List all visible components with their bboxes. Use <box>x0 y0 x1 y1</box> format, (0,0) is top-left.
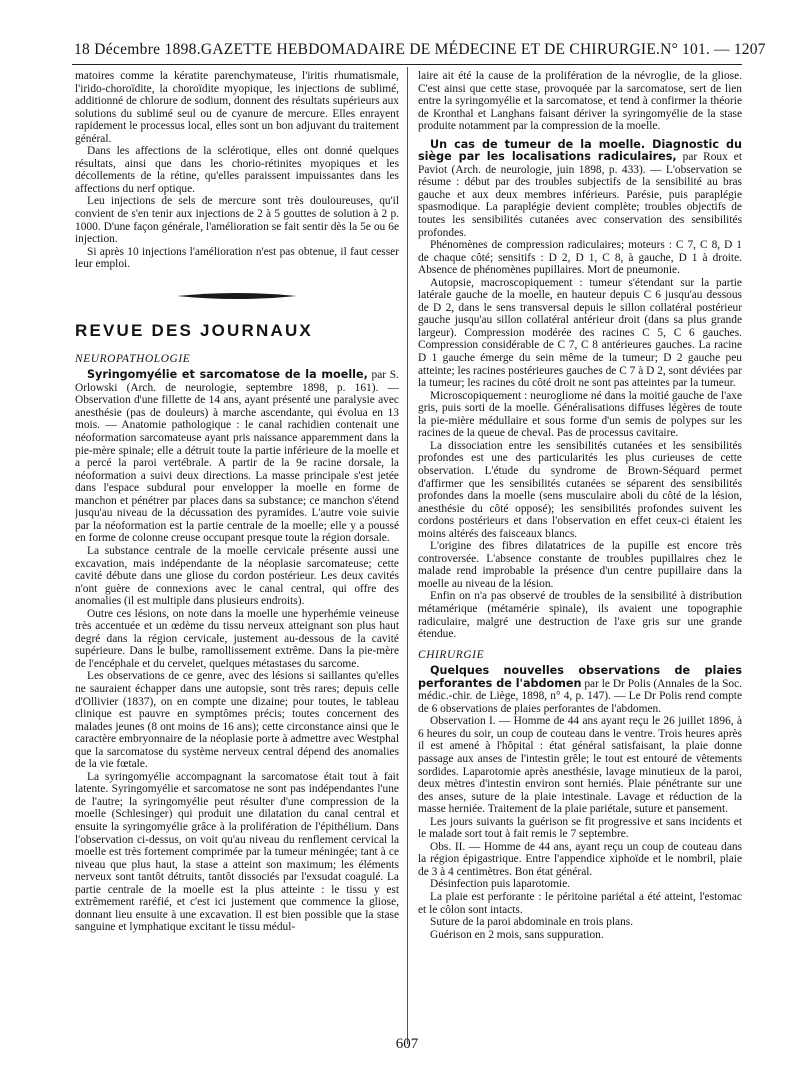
article-head <box>418 665 742 715</box>
article-head <box>75 369 399 545</box>
paragraph: Autopsie, macroscopiquement : tumeur s'étendant sur la partie latérale gauche de la moelle, en hauteur depuis C 6 jusqu'au dessous de D 2, dans le sens transversal depuis le sillon collatéral postérieur gauche jusqu'au sillon collatéral antérieur droit (dans sa plus grande largeur). Compression modérée des racines C 5, C 6 gauches. Compression considérable de C 7, C 8 antérieures gauches. La racine D 1 gauche émerge du sein même de la tumeur; D 2 gauche peu atteinte; les racines postérieures gauches de C 7 à D 2, sont déviées par la tumeur; les racines du côté droit ne sont pas atteintes par la tumeur. <box>418 276 742 390</box>
paragraph: Si après 10 injections l'amélioration n'est pas obtenue, il faut cesser leur emploi. <box>75 245 399 271</box>
paragraph: La plaie est perforante : le péritoine pariétal a été atteint, l'estomac et le côlon sont intacts. <box>418 891 742 916</box>
article-title: Syringomyélie et sarcomatose de la moelle, <box>87 368 368 382</box>
paragraph: Microscopiquement : neurogliome né dans la moitié gauche de l'axe gris, puis sorti de la moelle. Généralisations diffuses légères de toute la pie-mière médullaire et sous forme d'un semis de polypes sur les racines de la queue de cheval. Pas de processus cavitaire. <box>418 389 742 440</box>
paragraph: L'origine des fibres dilatatrices de la pupille est encore très controversée. L'absence constante de troubles pupillaires chez le malade rend improbable la présence d'un centre pupillaire dans la moelle au niveau de la lésion. <box>418 540 742 590</box>
header-rule <box>72 64 742 65</box>
paragraph: Phénomènes de compression radiculaires; moteurs : C 7, C 8, D 1 de chaque côté; sensitifs : D 2, D 1, C 8, à gauche, D 1 à droite. Absence de phénomènes pupillaires. Mort de pneumonie. <box>418 239 742 277</box>
right-column <box>418 70 742 1036</box>
article-title: Quelques nouvelles observations de plaies perforantes de l'abdomen <box>418 664 742 690</box>
paragraph: Les jours suivants la guérison se fit progressive et sans incidents et le malade sort tout à fait remis le 7 septembre. <box>418 815 742 841</box>
column-divider <box>407 67 408 1044</box>
page-number: 607 <box>395 1036 419 1052</box>
paragraph: Obs. II. — Homme de 44 ans, ayant reçu un coup de couteau dans la région épigastrique. Entre l'appendice xiphoïde et le nombril, plaie de 3 à 4 centimètres. Bon état général. <box>418 840 742 878</box>
paragraph: Désinfection puis laparotomie. <box>430 878 571 891</box>
paragraph: Dans les affections de la sclérotique, elles ont donné quelques résultats, ainsi que dans les chorio-rétinites myopiques et les décollements de la rétine, qu'elles paraissent impuissantes dans les affections du nerf optique. <box>75 145 399 195</box>
rubric-chirurgie: CHIRURGIE <box>418 648 485 661</box>
article-byline: par le Dr Polis (Annales de la Soc. médic.-chir. de Liège, 1898, n° 4, p. 147). — Le Dr Polis rend compte de 6 observations de plaies perforantes de l'abdomen. <box>418 677 742 715</box>
article-title: Un cas de tumeur de la moelle. Diagnostic du siège par les localisations radiculaires, <box>418 137 742 164</box>
paragraph: matoires comme la kératite parenchymateuse, l'iritis rhumatismale, l'irido-choroïdite, la choroïdite myopique, les injections de sublimé, additionné de chlorure de sodium, donnent des résultats supérieurs aux solutions du sublimé seul ou de cyanure de mercure. Elles enrayent rapidement le processus local, elles sont un bon adjuvant du traitement général. <box>75 70 399 145</box>
section-heading: REVUE DES JOURNAUX <box>75 320 313 340</box>
paragraph: La substance centrale de la moelle cervicale présente aussi une excavation, mais indépendante de la néoplasie sarcomateuse; cette cavité débute dans une gliose du cordon postérieur. Les deux cavités n'ont guère de connexions avec le canal central, qui offre des anomalies (il est multiple dans plusieurs endroits). <box>75 544 399 608</box>
article-head <box>418 139 742 239</box>
journal-title: GAZETTE HEBDOMADAIRE DE MÉDECINE ET DE CHIRURGIE. <box>200 41 661 58</box>
paragraph: Leu injections de sels de mercure sont très douloureuses, qu'il convient de s'en tenir aux injections de 2 à 5 gouttes de solution à 2 p. 1000. D'une façon générale, l'amélioration se fait sentir dès la 5e ou 6e injection. <box>75 195 399 246</box>
rubric-neuropathologie: NEUROPATHOLOGIE <box>75 352 191 365</box>
paragraph: Les observations de ce genre, avec des lésions si saillantes qu'elles ne sauraient échapper dans une autopsie, sont très rares; depuis celle d'Ollivier (1837), on en compte une dizaine; pour toutes, le tableau clinique est pauvre en symptômes précis; toutes concernent des malades jeunes (8 ont moins de 16 ans); cette circonstance ainsi que le caractère embryonnaire de la néoplasie porte à admettre avec Westphal que la sarcomatose du système nerveux central dépend des anomalies de la vie fœtale. <box>75 670 399 771</box>
paragraph: Enfin on n'a pas observé de troubles de la sensibilité à distribution métamérique (métamérie spinale), ils avaient une topographie radiculaire, malgré une destruction de l'axe gris sur une grande étendue. <box>418 590 742 641</box>
issue-and-page-number: N° 101. — 1207 <box>660 41 766 58</box>
paragraph: laire ait été la cause de la prolifération de la névroglie, de la gliose. C'est ainsi que cette stase, provoquée par la sarcomatose, sert de lien entre la syringomyélie et la sarcomatose, et tend à confirmer la théorie de Kronthal et Langhans faisant dériver la syringomyélie de la stase produite notamment par la compression de la moelle. <box>418 70 742 133</box>
paragraph: La syringomyélie accompagnant la sarcomatose était tout à fait latente. Syringomyélie et sarcomatose ne sont pas indépendantes l'une de l'autre; la syringomyélie peut résulter d'une compression de la moelle (Schlesinger) qui produit une dilatation du canal central et ensuite la syringomyélie grâce à la prolifération de l'épithélium. Dans l'observation ci-dessus, on voit qu'au niveau du renflement cervical la moelle est très fortement comprimée par la tumeur méningée; tant à ce niveau que plus haut, la stase a atteint son maximum; les éléments nerveux sont tantôt détruits, tantôt dissociés par l'exsudat coagulé. La partie centrale de la moelle est la plus atteinte : le tissu y est extrêmement raréfié, et c'est ici justement que commence la gliose, donnant lieu ensuite à une excavation. Il est bien possible que la stase sanguine et lymphatique excitant le tissu médul- <box>75 770 399 934</box>
paragraph: La dissociation entre les sensibilités cutanées et les sensibilités profondes est une des particularités les plus curieuses de cette observation. L'étude du syndrome de Brown-Séquard permet d'affirmer que les sensibilités cutanées se séparent des sensibilités profondes dans la moelle (sens musculaire aboli du côté de la lésion, anesthésie du côté opposé); les sensibilités profondes suivent les cordons postérieurs et dans l'observation en effet ceux-ci étaient les moins altérés des faisceaux blancs. <box>418 439 742 540</box>
article-byline: par Roux et Paviot (Arch. de neurologie, juin 1898, p. 433). — L'observation se résume : début par des troubles subjectifs de la sensibilité au bras gauche et aux deux membres inférieurs. Parésie, puis paraplégie spasmodique. La paraplégie devient complète; troubles objectifs de toutes les sensibilités cutanées avec conservation des sensibilités profondes. <box>418 151 742 239</box>
article-byline: par S. Orlowski (Arch. de neurologie, septembre 1898, p. 161). — Observation d'une fillette de 14 ans, ayant présenté une paralysie avec anesthésie (pas de douleurs) à marche ascendante, qui évolua en 13 mois. — Anatomie pathologique : le canal rachidien contenait une néoformation sarcomateuse ayant pris naissance apparemment dans la pie-mère spinale; elle a détruit toute la partie inférieure de la moelle et a percé la paroi vertébrale. A partir de la 9e racine dorsale, la néoformation a suivi deux directions. La masse principale s'est jetée dans l'espace subdural pour envelopper la moelle en forme de manchon et pénétrer par places dans sa substance; ce manchon s'étend jusqu'au niveau de la décussation des pyramides. L'autre voie suivie par la néoformation est la partie centrale de la moelle; elle y a poussé en forme de colonne creuse occupant presque toute la région dorsale. <box>75 369 399 545</box>
ornamental-rule-icon <box>75 285 399 307</box>
issue-date: 18 Décembre 1898. <box>74 41 201 58</box>
paragraph: Guérison en 2 mois, sans suppuration. <box>430 928 604 941</box>
left-column <box>75 70 399 1036</box>
running-head <box>74 40 766 60</box>
paragraph: Outre ces lésions, on note dans la moelle une hyperhémie veineuse très accentuée et un œdème du tissu nerveux atteignant son plus haut degré dans la région cervicale, justement au-dessous de la cavité supérieure. Dans le bulbe, ramollissement extrême. Dans la pie-mère de l'encéphale et du cervelet, quelques métastases du sarcome. <box>75 607 399 670</box>
paragraph: Observation I. — Homme de 44 ans ayant reçu le 26 juillet 1896, à 6 heures du soir, un coup de couteau dans le ventre. Trois heures après il est amené à l'hôpital : état général satisfaisant, la plaie donne passage aux anses de l'intestin grêle; le tout est entouré de vêtements sordides. Laparotomie après anesthésie, lavage minutieux de la paroi, deux mètres d'intestin environ sont herniés. Plaie pénétrante sur une des anses, suture de la plaie intestinale. Lavage et réduction de la masse herniée. Traitement de la plaie pariétale, suture et pansement. <box>418 715 742 816</box>
paragraph: Suture de la paroi abdominale en trois plans. <box>430 916 634 929</box>
